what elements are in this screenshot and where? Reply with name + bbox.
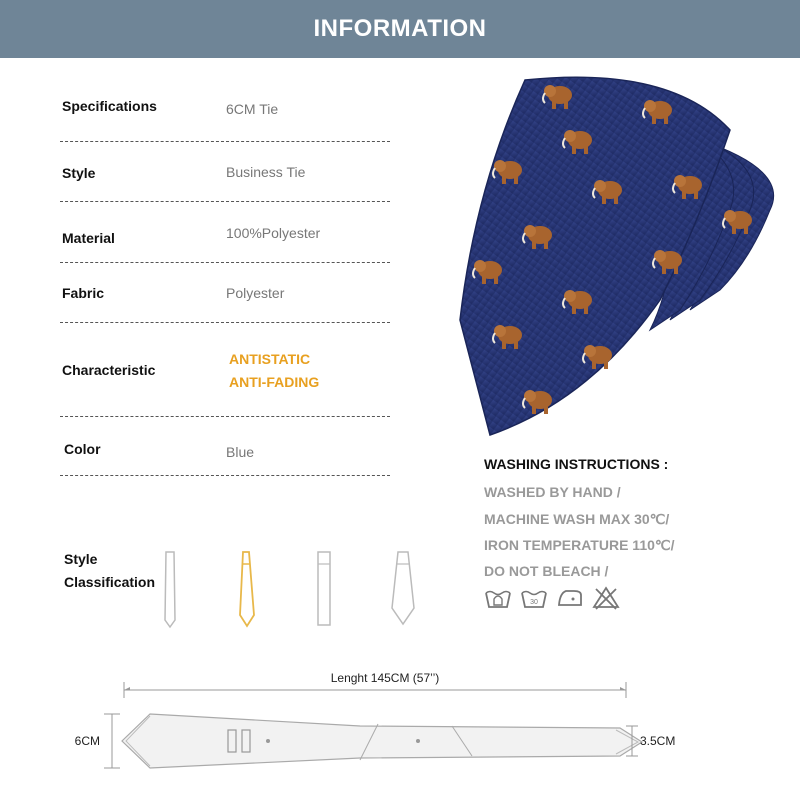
tie-shape-slim-straight (160, 550, 180, 630)
tie-product-image (430, 70, 800, 450)
washing-line: DO NOT BLEACH / (484, 563, 609, 579)
characteristic-line: ANTI-FADING (229, 374, 320, 390)
divider (60, 201, 390, 202)
iron-icon (556, 585, 584, 611)
spec-value: Polyester (226, 285, 285, 301)
divider (60, 262, 390, 263)
washing-line: IRON TEMPERATURE 110℃/ (484, 537, 675, 553)
spec-label: Fabric (62, 285, 105, 301)
width-left-label: 6CM (74, 734, 100, 748)
hand-wash-icon (484, 585, 512, 611)
spec-label: Characteristic (62, 362, 156, 378)
washing-line: MACHINE WASH MAX 30℃/ (484, 511, 670, 527)
spec-label: Material (62, 230, 115, 246)
tie-shape-wide-pointed (390, 550, 416, 630)
divider (60, 416, 390, 417)
machine-wash-30-icon (520, 585, 548, 611)
width-right-label: 3.5CM (640, 734, 676, 748)
characteristic-line: ANTISTATIC (229, 351, 311, 367)
spec-value: Business Tie (226, 164, 306, 180)
length-label: Lenght 145CM (57’’) (330, 671, 440, 685)
spec-value: 100%Polyester (226, 225, 321, 241)
tie-dimension-diagram (60, 660, 760, 780)
wash-temp-text: 30 (530, 599, 538, 606)
info-header (0, 0, 800, 58)
spec-value: 6CM Tie (226, 101, 279, 117)
spec-value: Blue (226, 444, 255, 460)
spec-label: Specifications (62, 98, 157, 114)
tie-shape-slim-pointed-highlighted (235, 550, 259, 630)
header-title: INFORMATION (313, 15, 487, 42)
style-classification-line: Style (64, 551, 98, 567)
divider (60, 322, 390, 323)
style-classification-label (64, 548, 155, 594)
washing-title: WASHING INSTRUCTIONS : (484, 456, 669, 472)
no-bleach-icon (592, 585, 620, 611)
washing-line: WASHED BY HAND / (484, 484, 621, 500)
spec-label: Color (64, 441, 101, 457)
divider (60, 475, 390, 476)
spec-label: Style (62, 165, 96, 181)
style-classification-line: Classification (64, 574, 156, 590)
tie-shape-straight (314, 550, 334, 630)
divider (60, 141, 390, 142)
spec-value-characteristic (229, 348, 319, 394)
washing-icons (484, 585, 620, 611)
